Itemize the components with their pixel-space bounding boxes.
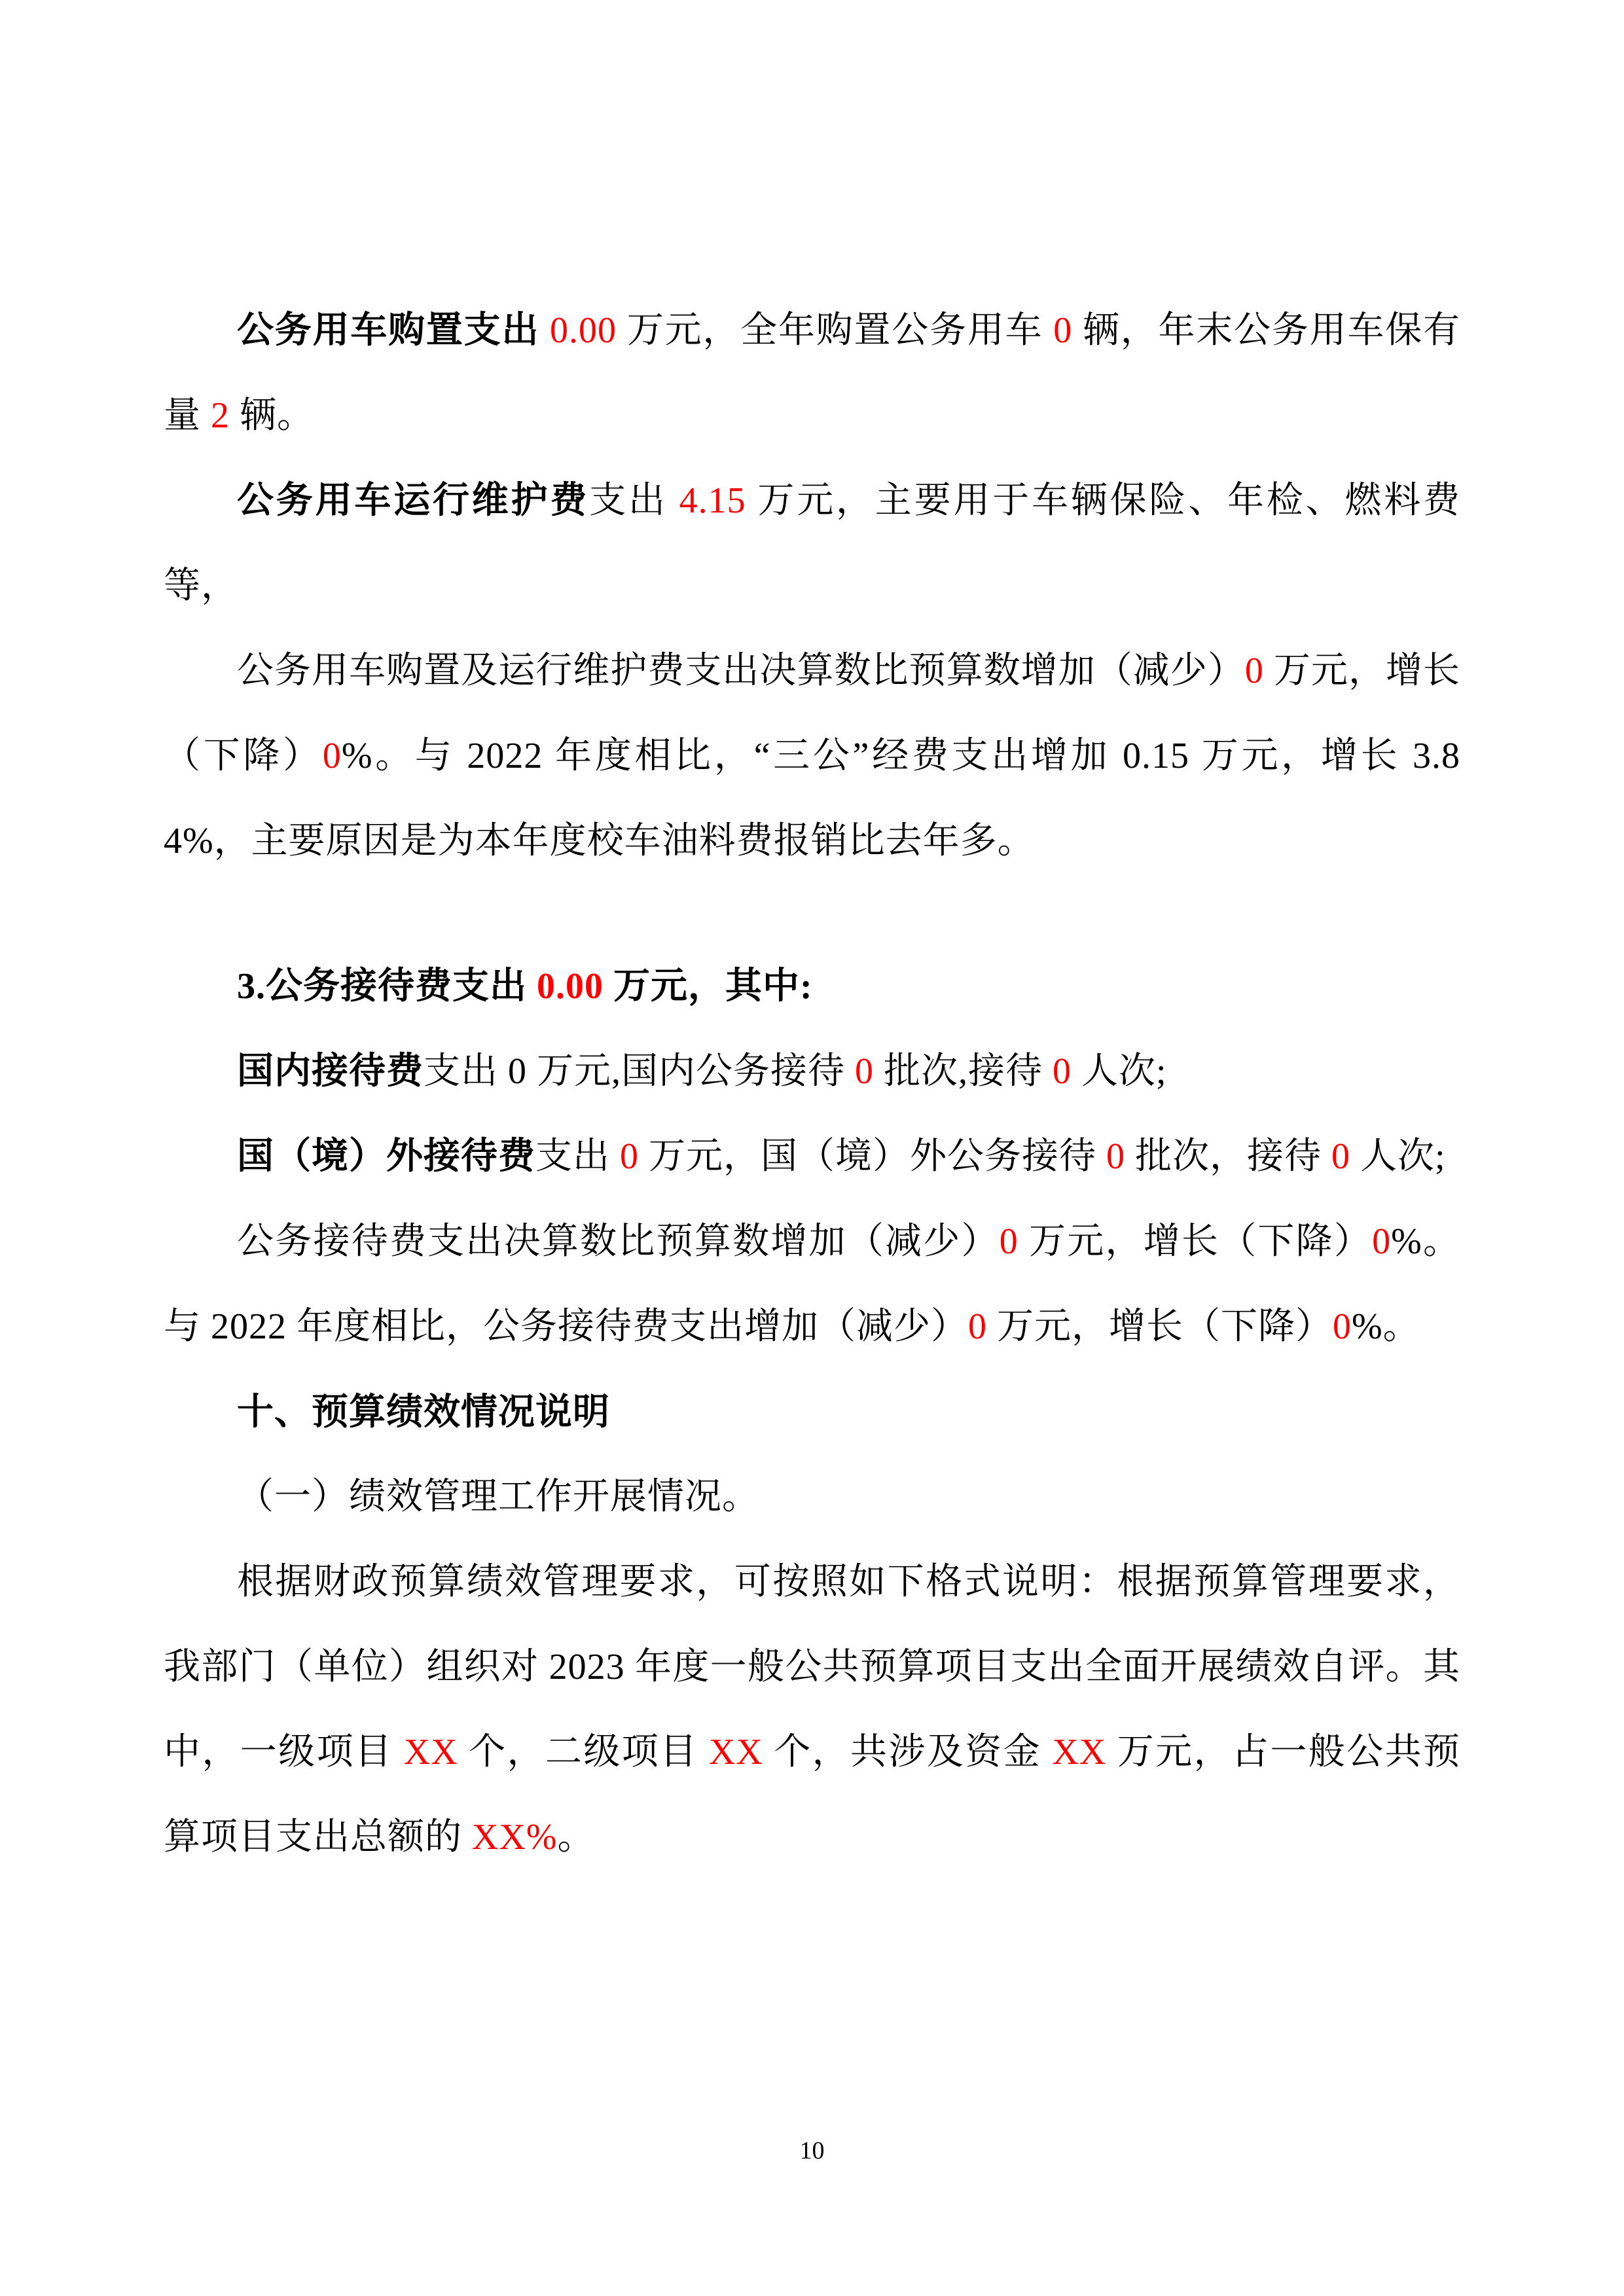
text-segment: 0 [999,1221,1019,1262]
text-segment: 0 [1053,1051,1072,1092]
text-segment: 4.15 [679,480,746,521]
text-segment: 0 [1333,1306,1352,1347]
text-segment: 万元，增长（下降） [164,651,1460,776]
text-segment: 个，共涉及资金 [763,1732,1053,1772]
text-segment: 万元，主要用于车辆保险、年检、燃料费等， [164,480,1461,606]
text-segment: XX% [472,1817,558,1857]
text-segment: 2 [211,395,230,436]
text-segment: 万元，增长（下降） [1018,1221,1373,1262]
paragraph-overseas-reception [164,1114,1460,1199]
text-segment: 支出 0 万元,国内公务接待 [424,1051,855,1092]
text-segment: 0 [968,1306,987,1347]
document-body [164,288,1460,1880]
text-segment: 十、预算绩效情况说明 [237,1391,610,1432]
text-segment: 0.00 [550,310,617,351]
text-segment: 万元，国（境）外公务接待 [639,1136,1106,1177]
subheading-performance-management [164,1454,1460,1539]
text-segment: 0 [620,1136,639,1177]
page-number: 10 [799,2137,825,2164]
text-segment: 0 [1372,1221,1392,1262]
text-segment: 公务接待费支出决算数比预算数增加（减少） [237,1221,1000,1262]
text-segment: 万元，占一般公共预算项目支出总额的 [164,1732,1461,1857]
paragraph-official-reception-expense [164,944,1460,1029]
text-segment: 0 [322,736,342,776]
text-segment: 支出 [535,1136,620,1177]
heading-budget-performance [164,1369,1460,1454]
text-segment: 0 [1106,1136,1125,1177]
paragraph-domestic-reception [164,1029,1460,1114]
text-segment: XX [403,1732,458,1772]
text-segment: %。与 2022 年度相比，公务接待费支出增加（减少） [164,1221,1461,1347]
text-segment: 公务用车购置支出 [237,310,540,351]
text-segment: 0 [855,1051,874,1092]
text-segment: 国（境）外接待费 [237,1136,535,1177]
text-segment: 公务用车购置及运行维护费支出决算数比预算数增加（减少） [237,651,1245,691]
text-segment: 个，二级项目 [458,1732,709,1772]
paragraph-vehicle-maintenance-expense [164,458,1460,628]
text-segment: %。与 2022 年度相比，“三公”经费支出增加 0.15 万元，增长 3.84%，主要原因是为本年度校车油料费报销比去年多。 [164,736,1461,861]
text-segment: 0.00 [537,966,604,1007]
text-segment [539,310,550,351]
text-segment: 0 [1331,1136,1350,1177]
text-segment: （一）绩效管理工作开展情况。 [237,1477,759,1517]
text-segment: 公务用车运行维护费 [237,480,590,521]
text-segment: 根据财政预算绩效管理要求，可按照如下格式说明：根据预算管理要求，我部门（单位）组织对 2023 年度一般公共预算项目支出全面开展绩效自评。其中，一级项目 [164,1562,1460,1772]
text-segment: 人次; [1350,1136,1446,1177]
text-segment: 。 [557,1817,595,1857]
paragraph-vehicle-purchase-expense [164,288,1460,458]
text-segment: 3.公务接待费支出 [237,966,537,1007]
text-segment: %。 [1352,1306,1420,1347]
paragraph-reception-expense-comparison [164,1199,1460,1369]
text-segment: XX [708,1732,763,1772]
text-segment: 批次，接待 [1125,1136,1331,1177]
text-segment: 万元，增长（下降） [987,1306,1333,1347]
text-segment: 批次,接待 [874,1051,1053,1092]
paragraph-performance-self-evaluation [164,1539,1460,1880]
text-segment: 辆，年末公务用车保有量 [164,310,1460,436]
text-segment: 万元，全年购置公务用车 [617,310,1054,351]
text-segment: XX [1052,1732,1107,1772]
text-segment: 辆。 [230,395,314,436]
text-segment: 0 [1244,651,1264,691]
text-segment: 0 [1053,310,1073,351]
paragraph-vehicle-expense-comparison [164,628,1460,884]
text-segment: 人次; [1072,1051,1167,1092]
text-segment: 支出 [589,480,679,521]
text-segment: 国内接待费 [237,1051,424,1092]
text-segment: 万元，其中: [604,966,813,1007]
